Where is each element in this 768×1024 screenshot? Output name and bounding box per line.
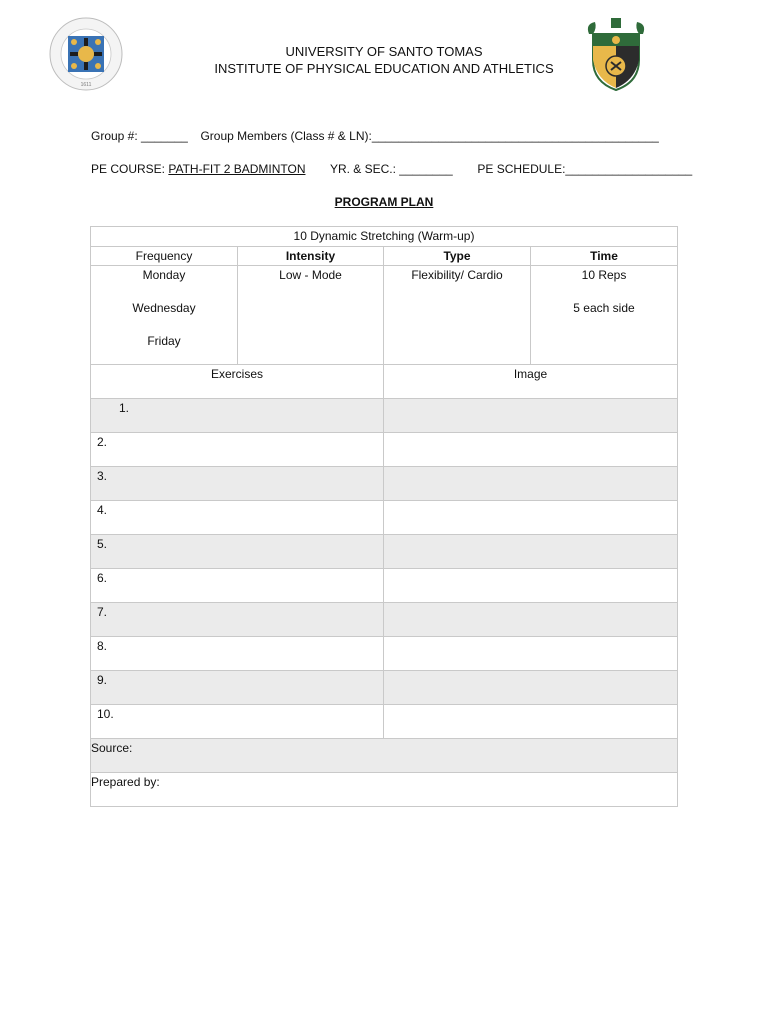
pe-course-value: PATH-FIT 2 BADMINTON [168, 162, 306, 176]
exercise-cell[interactable]: 2. [91, 433, 384, 467]
course-line [91, 161, 692, 177]
exercise-cell[interactable]: 8. [91, 637, 384, 671]
exercise-cell[interactable]: 7. [91, 603, 384, 637]
group-members-field[interactable]: Group Members (Class # & LN):___________________________________________ [200, 129, 659, 143]
frequency-cell [91, 266, 238, 365]
header-frequency: Frequency [91, 247, 238, 266]
table-row [91, 603, 678, 637]
yr-sec-field[interactable]: YR. & SEC.: ________ [329, 162, 453, 176]
frequency-day: Wednesday [132, 301, 196, 315]
exercise-cell[interactable]: 4. [91, 501, 384, 535]
exercise-cell[interactable]: 3. [91, 467, 384, 501]
intensity-value: Low - Mode [279, 268, 342, 282]
exercises-header: Exercises [91, 365, 384, 399]
exercise-cell[interactable]: 5. [91, 535, 384, 569]
image-header: Image [384, 365, 678, 399]
table-row [91, 569, 678, 603]
pe-schedule-field[interactable]: PE SCHEDULE:___________________ [477, 162, 693, 176]
table-row [91, 433, 678, 467]
image-cell[interactable] [384, 399, 678, 433]
source-field[interactable]: Source: [91, 739, 678, 773]
svg-text:1611: 1611 [80, 82, 92, 88]
image-cell[interactable] [384, 671, 678, 705]
group-number-field[interactable]: Group #: _______ [91, 129, 188, 143]
header-time: Time [531, 247, 678, 266]
time-value: 10 Reps [581, 268, 627, 282]
image-cell[interactable] [384, 705, 678, 739]
type-cell [384, 266, 531, 365]
exercise-cell[interactable]: 6. [91, 569, 384, 603]
table-row [91, 705, 678, 739]
table-row [91, 501, 678, 535]
institute-title: INSTITUTE OF PHYSICAL EDUCATION AND ATHLETICS [214, 61, 554, 76]
header-intensity: Intensity [238, 247, 384, 266]
table-caption: 10 Dynamic Stretching (Warm-up) [91, 227, 678, 247]
table-row [91, 637, 678, 671]
program-plan-table [90, 226, 678, 807]
image-cell[interactable] [384, 535, 678, 569]
image-cell[interactable] [384, 637, 678, 671]
frequency-day: Friday [147, 334, 181, 348]
table-row [91, 671, 678, 705]
table-row [91, 535, 678, 569]
image-cell[interactable] [384, 467, 678, 501]
image-cell[interactable] [384, 501, 678, 535]
table-row [91, 467, 678, 501]
image-cell[interactable] [384, 569, 678, 603]
exercise-cell[interactable]: 1. [91, 399, 384, 433]
exercise-cell[interactable]: 9. [91, 671, 384, 705]
table-row [91, 399, 678, 433]
university-title: UNIVERSITY OF SANTO TOMAS [285, 44, 483, 59]
time-value: 5 each side [573, 301, 635, 315]
pe-course-label: PE COURSE: [91, 162, 166, 176]
group-line [91, 128, 659, 144]
prepared-by-field[interactable]: Prepared by: [91, 773, 678, 807]
image-cell[interactable] [384, 603, 678, 637]
image-cell[interactable] [384, 433, 678, 467]
time-cell [531, 266, 678, 365]
program-plan-title: PROGRAM PLAN [334, 195, 434, 209]
intensity-cell [238, 266, 384, 365]
frequency-day: Monday [142, 268, 186, 282]
exercise-cell[interactable]: 10. [91, 705, 384, 739]
type-value: Flexibility/ Cardio [411, 268, 503, 282]
header-type: Type [384, 247, 531, 266]
